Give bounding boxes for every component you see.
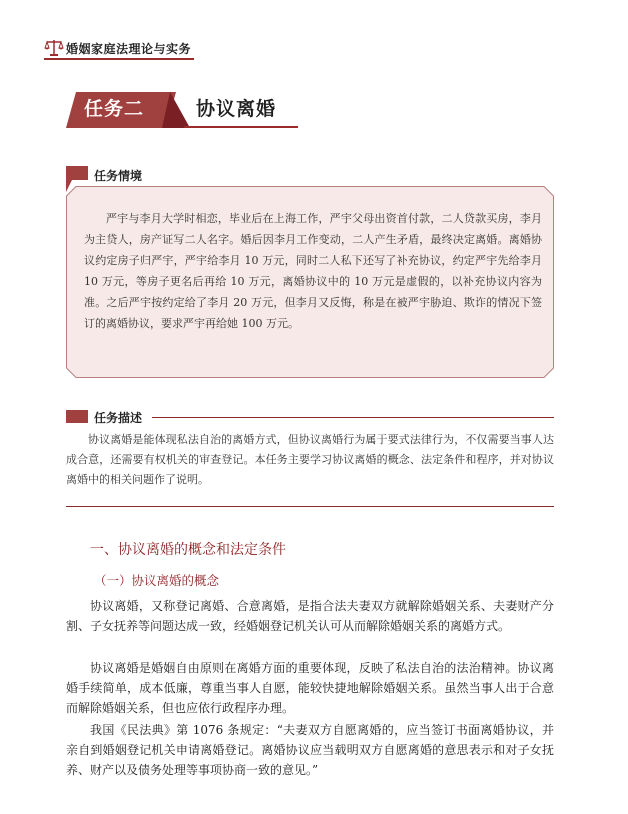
task-title: 协议离婚 — [196, 98, 277, 120]
description-bottom-rule — [66, 506, 554, 507]
body-paragraph: 我国《民法典》第 1076 条规定：“夫妻双方自愿离婚的，应当签订书面离婚协议，并亲自到婚姻登记机关申请离婚登记。离婚协议应当载明双方自愿离婚的意思表示和对子女抚养、财产以及债务处理等事项协商一致的意见。” — [66, 723, 554, 777]
scenario-heading: 任务情境 — [94, 169, 143, 183]
running-header-rule — [44, 58, 194, 60]
running-header-title: 婚姻家庭法理论与实务 — [66, 42, 192, 56]
scales-of-justice-icon — [44, 38, 64, 56]
section-tab — [66, 410, 88, 423]
description-heading: 任务描述 — [94, 411, 143, 425]
task-label: 任务二 — [84, 98, 145, 120]
body-paragraph: 协议离婚，又称登记离婚、合意离婚，是指合法夫妻双方就解除婚姻关系、夫妻财产分割、子女抚养等问题达成一致，经婚姻登记机关认可从而解除婚姻关系的离婚方式。 — [66, 599, 554, 633]
section-heading: 一、协议离婚的概念和法定条件 — [90, 542, 286, 558]
description-text: 协议离婚是能体现私法自治的离婚方式，但协议离婚行为属于要式法律行为，不仅需要当事人达成合意，还需要有权机关的审查登记。本任务主要学习协议离婚的概念、法定条件和程序，并对协议离婚中的相关问题作了说明。 — [66, 433, 554, 486]
description-rule — [152, 417, 554, 418]
scenario-text: 严宇与李月大学时相恋，毕业后在上海工作，严宇父母出资首付款，二人贷款买房，李月为主贷人，房产证写二人名字。婚后因李月工作变动，二人产生矛盾，最终决定离婚。离婚协议约定房子归严宇，严宇给李月 10 万元，同时二人私下还写了补充协议，约定严宇先给李月 10 万元，等房子更名后再给 10 万元，离婚协议中的 10 万元是虚假的，以补充协议内容为准。之后严宇按约定给了李月 20 万元，但李月又反悔，称是在被严宇胁迫、欺诈的情况下签订的离婚协议，要求严宇再给她 100 万元。 — [84, 212, 542, 330]
subsection-heading: （一）协议离婚的概念 — [94, 573, 220, 588]
body-paragraph: 协议离婚是婚姻自由原则在离婚方面的重要体现，反映了私法自治的法治精神。协议离婚手续简单，成本低廉，尊重当事人自愿，能较快捷地解除婚姻关系。虽然当事人出于合意而解除婚姻关系，但也应依行政程序办理。 — [66, 661, 554, 715]
